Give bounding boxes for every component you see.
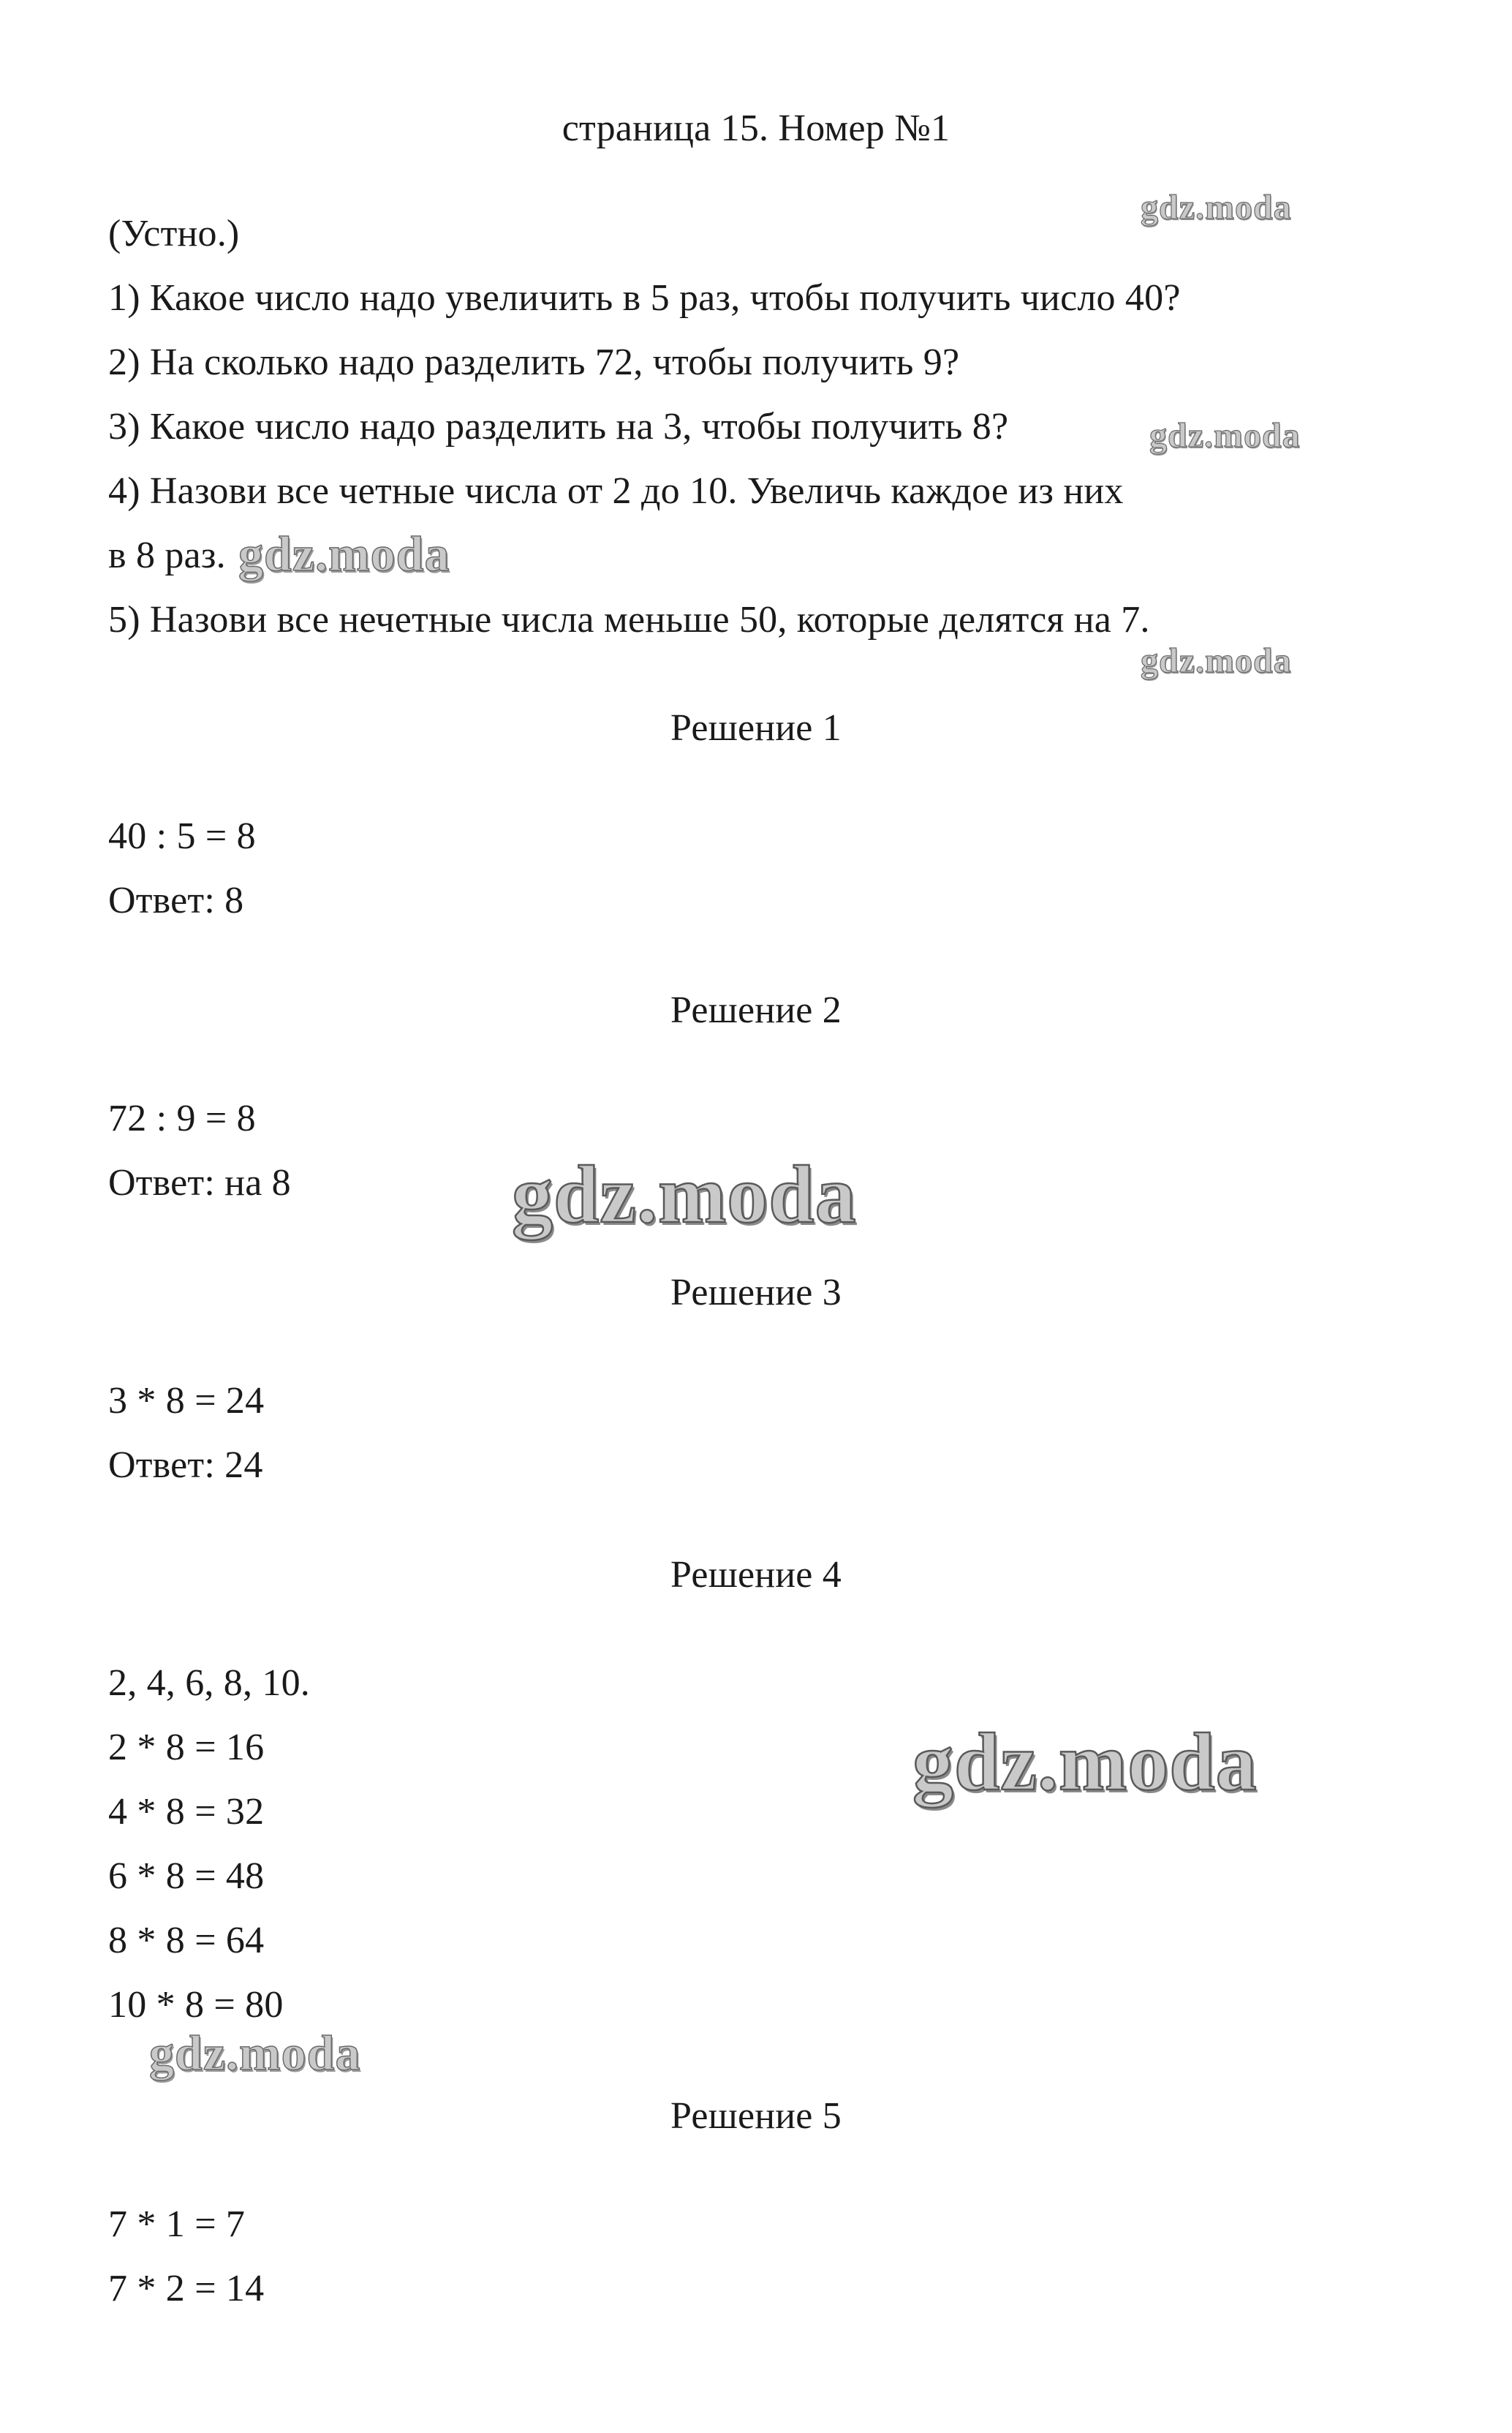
solution-4-line-6: 10 * 8 = 80 <box>108 1984 284 2026</box>
solution-1-line-1: 40 : 5 = 8 <box>108 815 256 857</box>
solution-3-answer: Ответ: 24 <box>108 1444 263 1486</box>
watermark-logo: gdz.moda <box>1141 188 1292 227</box>
oral-note: (Устно.) <box>108 213 240 254</box>
task-item-1: 1) Какое число надо увеличить в 5 раз, чтобы получить число 40? <box>108 277 1181 319</box>
task-item-2: 2) На сколько надо разделить 72, чтобы получить 9? <box>108 342 960 383</box>
watermark-logo: gdz.moda <box>149 2025 361 2081</box>
task-item-3: 3) Какое число надо разделить на 3, чтобы получить 8? <box>108 406 1009 448</box>
watermark-logo: gdz.moda <box>912 1717 1258 1808</box>
solution-5-line-1: 7 * 1 = 7 <box>108 2203 246 2245</box>
solution-2-heading: Решение 2 <box>670 989 842 1031</box>
task-item-4-continued: в 8 раз. <box>108 535 226 576</box>
solution-4-line-3: 4 * 8 = 32 <box>108 1791 265 1833</box>
watermark-logo: gdz.moda <box>1141 641 1292 680</box>
watermark-logo: gdz.moda <box>238 526 450 581</box>
solution-1-heading: Решение 1 <box>670 707 842 749</box>
solution-2-answer: Ответ: на 8 <box>108 1162 291 1204</box>
task-item-4: 4) Назови все четные числа от 2 до 10. Увеличь каждое из них <box>108 470 1124 512</box>
solution-4-line-4: 6 * 8 = 48 <box>108 1855 265 1897</box>
watermark-logo: gdz.moda <box>512 1150 857 1240</box>
solution-4-line-5: 8 * 8 = 64 <box>108 1920 265 1961</box>
solution-4-line-1: 2, 4, 6, 8, 10. <box>108 1662 310 1704</box>
solution-4-heading: Решение 4 <box>670 1554 842 1596</box>
solution-1-answer: Ответ: 8 <box>108 880 244 921</box>
solution-4-line-2: 2 * 8 = 16 <box>108 1727 265 1768</box>
solution-3-heading: Решение 3 <box>670 1272 842 1313</box>
page-title: страница 15. Номер №1 <box>562 107 950 149</box>
solution-3-line-1: 3 * 8 = 24 <box>108 1380 265 1422</box>
task-item-5: 5) Назови все нечетные числа меньше 50, которые делятся на 7. <box>108 599 1150 641</box>
solution-2-line-1: 72 : 9 = 8 <box>108 1098 256 1139</box>
solution-5-line-2: 7 * 2 = 14 <box>108 2268 265 2309</box>
solution-5-heading: Решение 5 <box>670 2095 842 2137</box>
watermark-logo: gdz.moda <box>1149 416 1301 455</box>
